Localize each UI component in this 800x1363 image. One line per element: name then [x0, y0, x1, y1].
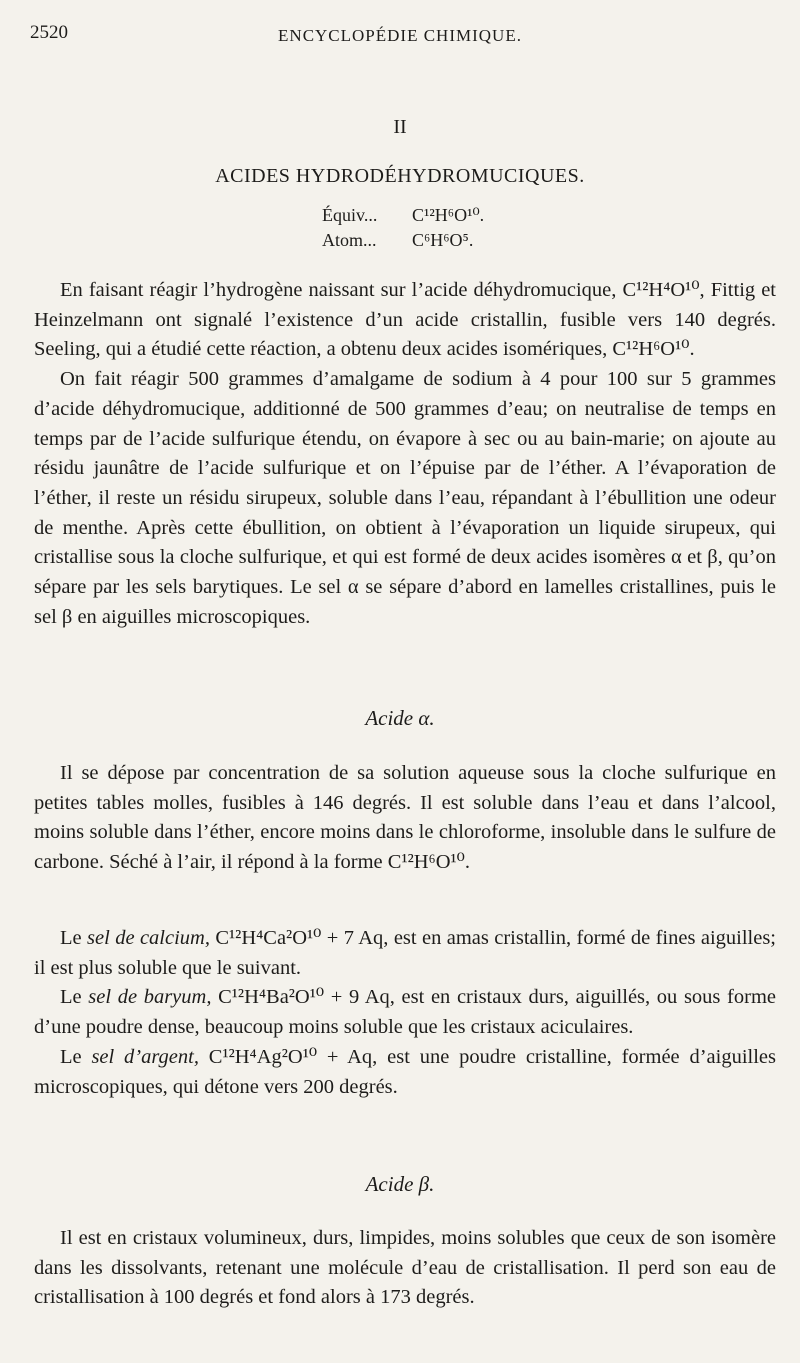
intro-paragraph-2: On fait réagir 500 grammes d’amalgame de sodium à 4 pour 100 sur 5 grammes d’acide déhydromucique, additionné de 500 grammes d’eau; on neutralise de temps en temps par de l’acide sulfurique étendu, on évapore à sec ou au bain-marie; on ajoute au résidu jaunâtre de l’acide sulfurique et on l’épuise par de l’éther. A l’évaporation de l’éther, il reste un résidu sirupeux, soluble dans l’eau, répandant à l’ébullition une odeur de menthe. Après cette ébullition, on obtient à l’évaporation un liquide sirupeux, qui cristallise sous la cloche sulfurique, et qui est formé de deux acides isomères α et β, qu’on sépare par les sels barytiques. Le sel α se sépare d’abord en lamelles cristallines, puis le sel β en aiguilles microscopiques.: [34, 368, 776, 628]
section-number: II: [393, 116, 407, 138]
acid-beta-heading: Acide β.: [365, 1172, 435, 1196]
salt-name: sel de calcium,: [87, 927, 210, 949]
salt-description: C¹²H⁴Ca²O¹⁰ + 7 Aq, est en amas cristallin, formé de fines aiguilles; il est plus soluble que le suivant.: [34, 927, 777, 979]
formula-equiv-label: Équiv...: [322, 205, 378, 225]
salt-argent: [34, 1043, 776, 1102]
formula-atom: [322, 230, 473, 251]
formula-equiv-value: C¹²H⁶O¹⁰.: [412, 205, 485, 225]
salt-prefix: Le: [60, 986, 89, 1009]
beta-paragraph: Il est en cristaux volumineux, durs, limpides, moins solubles que ceux de son isomère dans les dissolvants, retenant une molécule d’eau de cristallisation. Il perd son eau de cristallisation à 100 degrés et fond alors à 173 degrés.: [34, 1227, 776, 1309]
salt-description: C¹²H⁴Ag²O¹⁰ + Aq, est une poudre cristalline, formée d’aiguilles microscopiques, qui détone vers 200 degrés.: [34, 1045, 776, 1098]
formula-equiv: [322, 205, 484, 226]
alpha-text: [34, 759, 776, 878]
formula-atom-label: Atom...: [322, 230, 377, 250]
salt-prefix: Le: [60, 1045, 92, 1068]
salt-baryum: [34, 983, 776, 1042]
page-number: 2520: [30, 22, 68, 43]
intro-text: [34, 276, 776, 632]
beta-text: [34, 1224, 776, 1313]
salt-description: C¹²H⁴Ba²O¹⁰ + 9 Aq, est en cristaux durs, aiguillés, ou sous forme d’une poudre dense, beaucoup moins soluble que les cristaux aciculaires.: [34, 986, 776, 1039]
salt-name: sel d’argent,: [91, 1045, 199, 1068]
formula-atom-value: C⁶H⁶O⁵.: [412, 230, 474, 250]
salt-prefix: Le: [60, 927, 88, 949]
salts-text: [34, 924, 776, 1102]
salt-calcium: [34, 924, 776, 983]
intro-paragraph-1: En faisant réagir l’hydrogène naissant sur l’acide déhydromucique, C¹²H⁴O¹⁰, Fittig et Heinzelmann ont signalé l’existence d’un acide cristallin, fusible vers 140 degrés. Seeling, qui a étudié cette réaction, a obtenu deux acides isomériques, C¹²H⁶O¹⁰.: [34, 279, 776, 361]
salt-name: sel de baryum,: [88, 986, 212, 1009]
running-title: ENCYCLOPÉDIE CHIMIQUE.: [278, 26, 522, 45]
section-title: ACIDES HYDRODÉHYDROMUCIQUES.: [215, 165, 585, 187]
acid-alpha-heading: Acide α.: [365, 706, 435, 730]
alpha-paragraph: Il se dépose par concentration de sa solution aqueuse sous la cloche sulfurique en petites tables molles, fusibles à 146 degrés. Il est soluble dans l’eau et dans l’alcool, moins soluble dans l’éther, encore moins dans le chloroforme, insoluble dans le sulfure de carbone. Séché à l’air, il répond à la forme C¹²H⁶O¹⁰.: [34, 762, 776, 874]
